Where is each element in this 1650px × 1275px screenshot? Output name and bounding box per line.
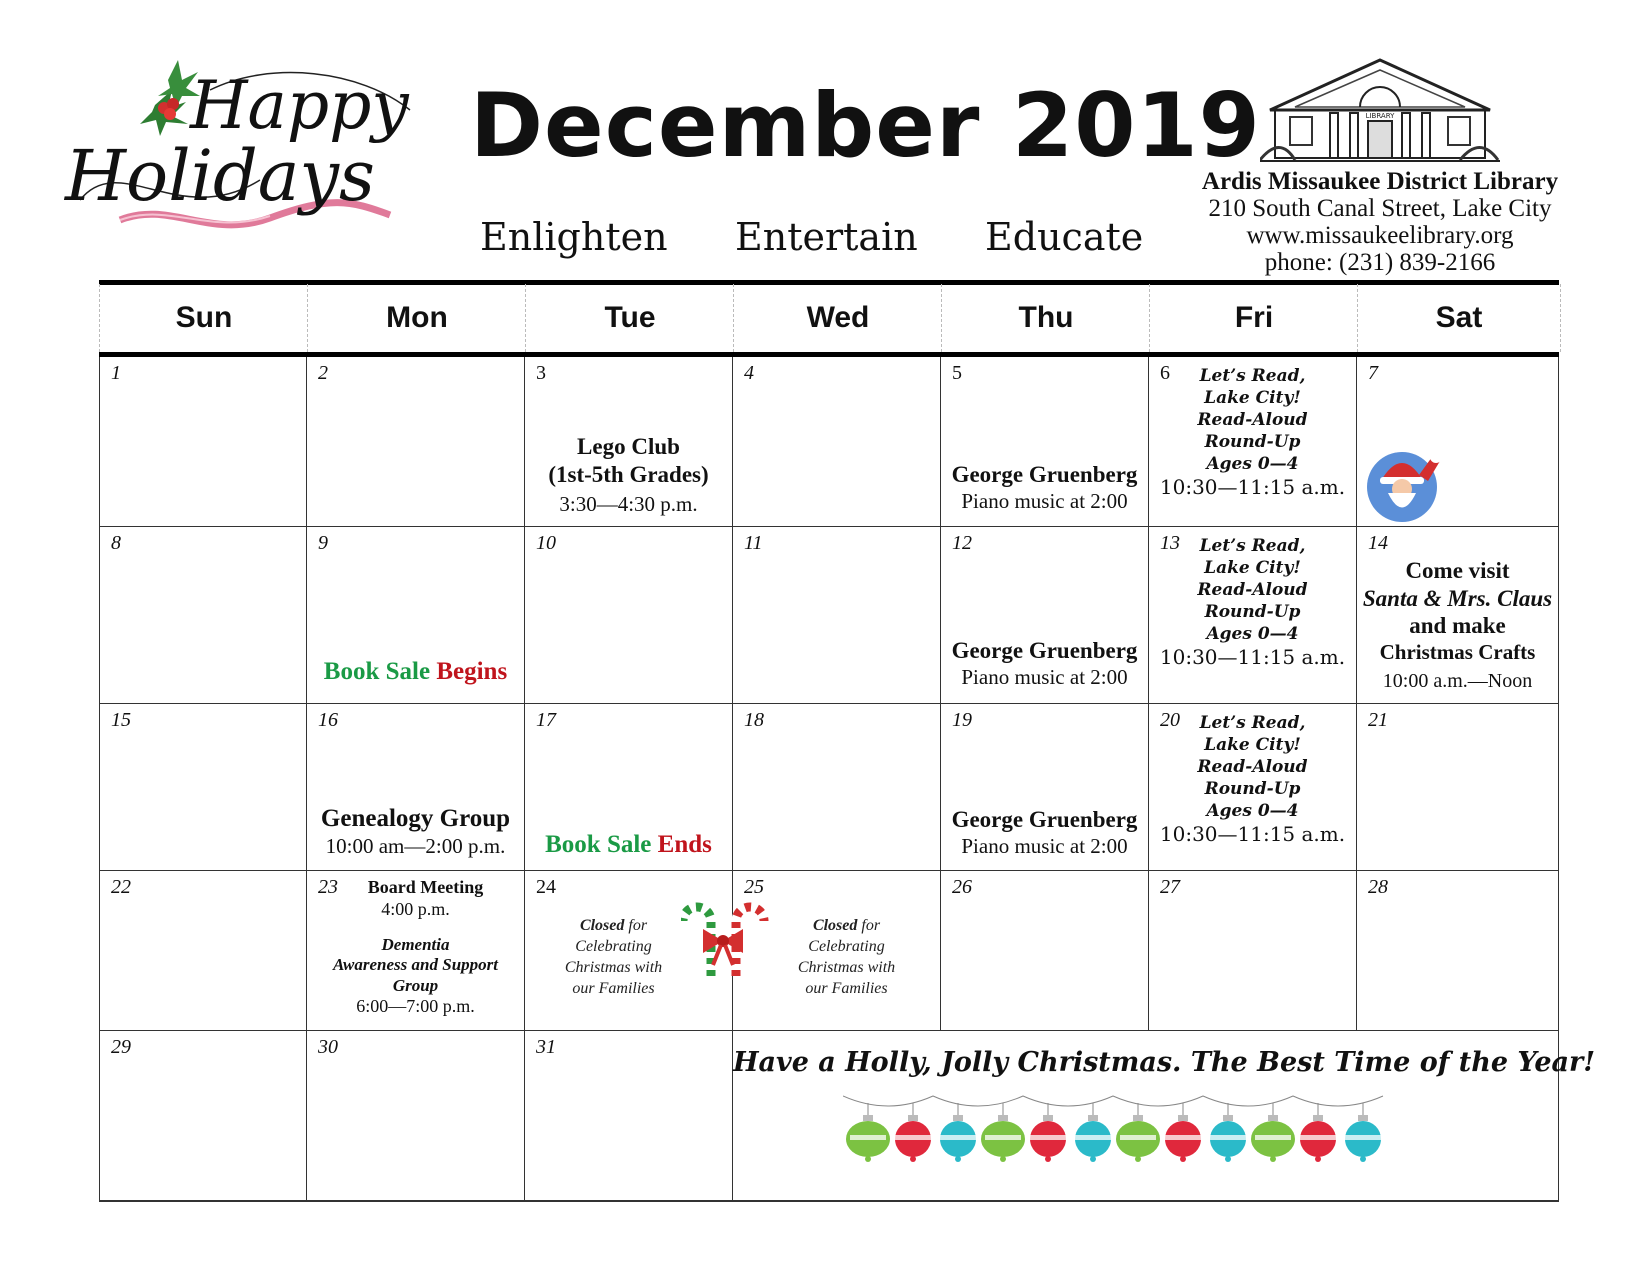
event-line: Christmas with (564, 959, 663, 976)
bottom-rule (99, 1201, 1559, 1202)
day-number: 7 (1368, 362, 1378, 384)
event-line: Closed (812, 917, 858, 934)
day-cell-31 (525, 1031, 733, 1201)
day-number: 3 (536, 362, 546, 384)
day-number: 14 (1368, 532, 1388, 554)
event-time: 10:30—11:15 a.m. (1159, 645, 1346, 669)
day-cell-21 (1357, 704, 1559, 871)
event-line: and make (1409, 613, 1506, 639)
event-book-sale-ends (525, 830, 732, 860)
event-label: Book Sale (545, 831, 652, 858)
event-line: Dementia (381, 935, 450, 954)
happy-holidays-logo (60, 50, 450, 250)
weekday-wed: Wed (733, 284, 942, 352)
ornament-icon (1116, 1103, 1160, 1162)
santa-icon (1364, 447, 1454, 527)
day-number: 10 (536, 532, 556, 554)
event-line: Awareness and Support (332, 955, 498, 975)
event-line: Round-Up (1204, 779, 1301, 799)
day-cell-5 (941, 357, 1149, 527)
event-piano (941, 806, 1148, 859)
event-time: 10:30—11:15 a.m. (1159, 822, 1346, 846)
library-address: 210 South Canal Street, Lake City (1208, 195, 1552, 222)
event-line: Lake City! (1204, 558, 1301, 578)
day-number: 2 (318, 362, 328, 384)
day-number: 18 (744, 709, 764, 731)
ornament-icon (1165, 1103, 1201, 1162)
day-cell-11 (733, 527, 941, 704)
day-cell-14 (1357, 527, 1559, 704)
event-line: Read-Aloud (1197, 757, 1308, 777)
event-line: Christmas Crafts (1379, 639, 1536, 664)
day-number: 22 (111, 876, 131, 898)
event-lego-club (525, 433, 732, 517)
day-number: 17 (536, 709, 556, 731)
day-cell-13 (1149, 527, 1357, 704)
event-book-sale-begins (307, 657, 524, 687)
weekday-tue: Tue (525, 284, 734, 352)
svg-text:Holidays: Holidays (65, 135, 375, 217)
day-number: 28 (1368, 876, 1388, 898)
weekday-sat: Sat (1357, 284, 1561, 352)
event-read-aloud (1149, 709, 1356, 846)
event-time: 10:00 a.m.—Noon (1382, 669, 1533, 692)
weekday-thu: Thu (941, 284, 1150, 352)
svg-text:LIBRARY: LIBRARY (1365, 112, 1395, 120)
day-cell-30 (307, 1031, 525, 1201)
day-number: 12 (952, 532, 972, 554)
event-line: for (857, 917, 881, 934)
day-cell-27 (1149, 871, 1357, 1031)
event-line: Ages 0—4 (1206, 624, 1299, 644)
event-title: Lego Club (577, 434, 680, 459)
ornament-icon (846, 1103, 890, 1162)
day-number: 27 (1160, 876, 1180, 898)
day-number: 19 (952, 709, 972, 731)
day-number: 15 (111, 709, 131, 731)
ornament-icon (1030, 1103, 1066, 1162)
page-title: December 2019 (470, 74, 1261, 177)
weekday-mon: Mon (307, 284, 526, 352)
event-title: George Gruenberg (951, 807, 1138, 832)
day-number: 16 (318, 709, 338, 731)
event-closed (753, 915, 940, 999)
day-cell-4 (733, 357, 941, 527)
day-cell-8 (99, 527, 307, 704)
library-building-icon (1260, 55, 1500, 170)
ornament-icon (940, 1103, 976, 1162)
event-time: Piano music at 2:00 (961, 664, 1128, 689)
event-read-aloud (1149, 362, 1356, 499)
day-number: 6 (1160, 362, 1170, 384)
day-number: 30 (318, 1036, 338, 1058)
svg-text:Happy: Happy (190, 67, 409, 144)
event-time: 10:30—11:15 a.m. (1159, 475, 1346, 499)
holiday-message-cell (733, 1031, 1596, 1201)
event-line: Closed (579, 917, 625, 934)
event-closed (525, 915, 702, 999)
ornament-icon (1345, 1103, 1381, 1162)
event-read-aloud (1149, 532, 1356, 669)
day-cell-15 (99, 704, 307, 871)
event-line: Read-Aloud (1197, 410, 1308, 430)
event-board-meeting (307, 877, 524, 920)
event-time: 6:00—7:00 p.m. (356, 996, 475, 1017)
event-line: Lake City! (1204, 388, 1301, 408)
day-number: 31 (536, 1036, 556, 1058)
event-time: 3:30—4:30 p.m. (559, 492, 698, 517)
ornament-icon (895, 1103, 931, 1162)
event-line: Ages 0—4 (1206, 801, 1299, 821)
event-label: Begins (436, 658, 508, 685)
day-number: 29 (111, 1036, 131, 1058)
day-number: 26 (952, 876, 972, 898)
event-line: our Families (572, 980, 655, 997)
day-number: 8 (111, 532, 121, 554)
ornament-icon (1210, 1103, 1246, 1162)
day-cell-22 (99, 871, 307, 1031)
event-line: Read-Aloud (1197, 580, 1308, 600)
event-time: Piano music at 2:00 (961, 833, 1128, 858)
library-name: Ardis Missaukee District Library (1201, 168, 1559, 195)
weekday-header-row (99, 284, 1559, 352)
day-cell-10 (525, 527, 733, 704)
ornament-icon (1300, 1103, 1336, 1162)
day-cell-16 (307, 704, 525, 871)
library-phone: phone: (231) 839-2166 (1264, 249, 1496, 276)
event-piano (941, 461, 1148, 514)
motto-enlighten: Enlighten (480, 215, 668, 259)
event-line: Celebrating (575, 938, 652, 955)
day-cell-3 (525, 357, 733, 527)
event-line: Come visit (1405, 558, 1510, 583)
day-cell-1 (99, 357, 307, 527)
event-title: Genealogy Group (320, 805, 511, 832)
ornament-icon (1075, 1103, 1111, 1162)
event-line: Lake City! (1204, 735, 1301, 755)
day-cell-20 (1149, 704, 1357, 871)
motto-entertain: Entertain (735, 215, 918, 259)
event-title: Board Meeting (367, 877, 484, 897)
ornament-icon (981, 1103, 1025, 1162)
day-number: 5 (952, 362, 962, 384)
event-line: our Families (805, 980, 888, 997)
day-number: 11 (744, 532, 763, 554)
ornament-garland (843, 1091, 1403, 1181)
day-number: 24 (536, 876, 556, 898)
day-cell-23 (307, 871, 525, 1031)
day-cell-29 (99, 1031, 307, 1201)
day-cell-2 (307, 357, 525, 527)
event-line: Group (392, 975, 439, 995)
event-line: Christmas with (797, 959, 896, 976)
day-cell-9 (307, 527, 525, 704)
event-santa-visit (1357, 557, 1558, 693)
event-label: Ends (657, 831, 712, 858)
motto-educate: Educate (985, 215, 1144, 259)
day-number: 20 (1160, 709, 1180, 731)
event-time: Piano music at 2:00 (961, 488, 1128, 513)
ornament-icon (1251, 1103, 1295, 1162)
event-time: 10:00 am—2:00 p.m. (325, 834, 506, 858)
day-cell-26 (941, 871, 1149, 1031)
event-line: Let’s Read, (1199, 536, 1306, 556)
day-cell-17 (525, 704, 733, 871)
holiday-message: Have a Holly, Jolly Christmas. The Best Time of the Year! (733, 1047, 1596, 1078)
day-number: 9 (318, 532, 328, 554)
garland-string (843, 1096, 1383, 1106)
day-number: 13 (1160, 532, 1180, 554)
library-website: www.missaukeelibrary.org (1246, 222, 1514, 249)
day-cell-19 (941, 704, 1149, 871)
event-line: Ages 0—4 (1206, 454, 1299, 474)
day-number: 21 (1368, 709, 1388, 731)
day-cell-6 (1149, 357, 1357, 527)
event-line: Round-Up (1204, 602, 1301, 622)
event-line: for (624, 917, 648, 934)
weekday-sun: Sun (99, 284, 308, 352)
day-number: 1 (111, 362, 121, 384)
event-title: George Gruenberg (951, 638, 1138, 663)
day-cell-28 (1357, 871, 1559, 1031)
day-number: 23 (318, 876, 338, 898)
day-number: 25 (744, 876, 764, 898)
event-title: George Gruenberg (951, 462, 1138, 487)
library-info (1170, 168, 1590, 276)
day-cell-18 (733, 704, 941, 871)
weekday-fri: Fri (1149, 284, 1358, 352)
event-line: Celebrating (808, 938, 885, 955)
event-label: Book Sale (323, 658, 431, 685)
day-cell-12 (941, 527, 1149, 704)
event-genealogy (307, 804, 524, 859)
event-line: Santa & Mrs. Claus (1362, 585, 1553, 611)
event-subtitle: (1st-5th Grades) (548, 461, 709, 487)
event-time: 4:00 p.m. (381, 898, 450, 919)
event-line: Let’s Read, (1199, 366, 1306, 386)
event-line: Round-Up (1204, 432, 1301, 452)
event-line: Let’s Read, (1199, 713, 1306, 733)
event-dementia-group (307, 935, 524, 1018)
day-number: 4 (744, 362, 754, 384)
candy-canes-icon (681, 891, 771, 981)
event-piano (941, 637, 1148, 690)
